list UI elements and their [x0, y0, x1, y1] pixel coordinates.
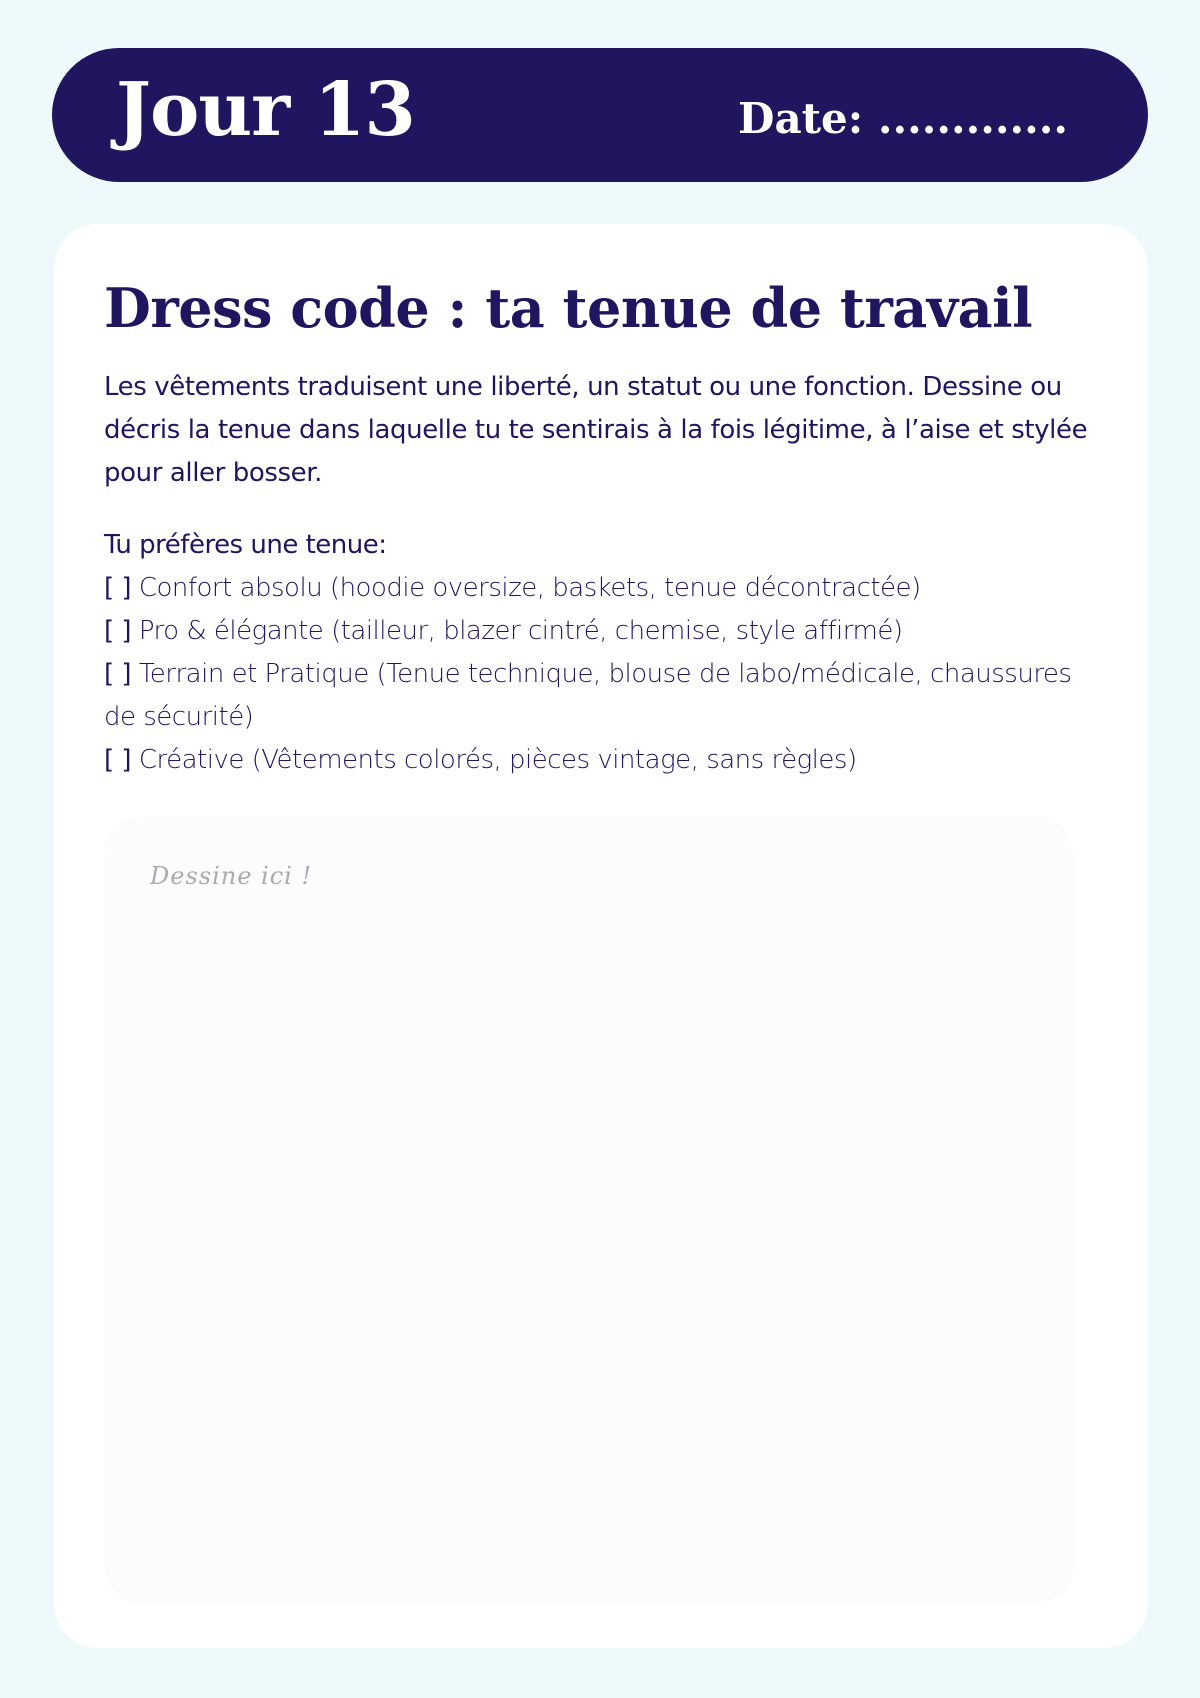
worksheet-card: [54, 224, 1148, 1648]
options-label: Tu préfères une tenue:: [104, 530, 387, 560]
drawing-area[interactable]: [104, 816, 1074, 1604]
section-title: Dress code : ta tenue de travail: [104, 276, 1033, 340]
option-pro[interactable]: [104, 610, 1104, 653]
checkbox[interactable]: [ ]: [104, 573, 132, 603]
checkbox[interactable]: [ ]: [104, 659, 132, 689]
option-confort[interactable]: [104, 567, 1104, 610]
checkbox[interactable]: [ ]: [104, 616, 132, 646]
intro-text: Les vêtements traduisent une liberté, un statut ou une fonction. Dessine ou décris la tenue dans laquelle tu te sentirais à la fois légitime, à l’aise et stylée pour aller bosser.: [104, 372, 1088, 488]
checkbox[interactable]: [ ]: [104, 745, 132, 775]
day-title: Jour 13: [116, 67, 415, 153]
option-label: Créative (Vêtements colorés, pièces vintage, sans règles): [138, 745, 857, 775]
outfit-options: [104, 524, 1104, 782]
day-header: [52, 48, 1148, 182]
option-label: Confort absolu (hoodie oversize, baskets, tenue décontractée): [138, 573, 921, 603]
drawing-hint: Dessine ici !: [150, 862, 313, 890]
date-field[interactable]: Date: .............: [738, 94, 1068, 143]
option-creative[interactable]: [104, 739, 1104, 782]
option-label: Terrain et Pratique (Tenue technique, blouse de labo/médicale, chaussures de sécurité): [104, 659, 1072, 732]
option-terrain[interactable]: [104, 653, 1104, 739]
option-label: Pro & élégante (tailleur, blazer cintré, chemise, style affirmé): [138, 616, 903, 646]
